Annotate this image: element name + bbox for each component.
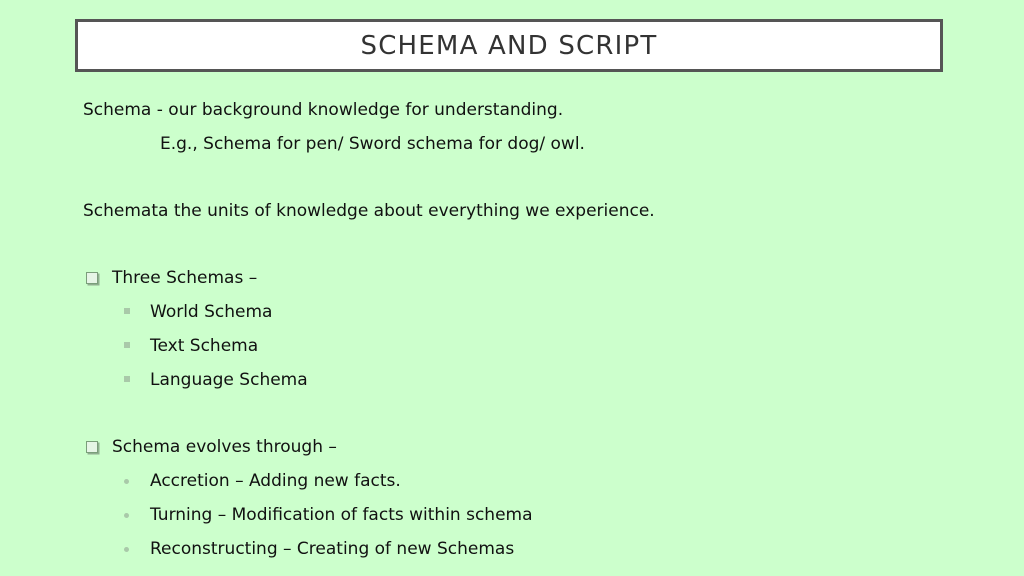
slide-title: SCHEMA AND SCRIPT (360, 30, 658, 61)
three-schemas-heading: Three Schemas – (112, 268, 258, 288)
hollow-square-bullet-icon (86, 441, 98, 453)
small-square-bullet-icon (124, 308, 130, 314)
schema-type-item: World Schema (150, 302, 273, 322)
schema-type-item: Text Schema (150, 336, 259, 356)
evolution-item: Accretion – Adding new facts. (150, 471, 401, 491)
evolution-item: Reconstructing – Creating of new Schemas (150, 539, 515, 559)
dot-bullet-icon (124, 513, 129, 518)
dot-bullet-icon (124, 547, 129, 552)
small-square-bullet-icon (124, 376, 130, 382)
schema-evolves-heading: Schema evolves through – (112, 437, 337, 457)
schema-type-item: Language Schema (150, 370, 308, 390)
schema-example: E.g., Schema for pen/ Sword schema for dog/ owl. (160, 134, 585, 154)
schema-definition: Schema - our background knowledge for understanding. (83, 100, 564, 120)
evolution-item: Turning – Modification of facts within schema (150, 505, 533, 525)
dot-bullet-icon (124, 479, 129, 484)
title-box (75, 19, 943, 72)
small-square-bullet-icon (124, 342, 130, 348)
hollow-square-bullet-icon (86, 272, 98, 284)
schemata-definition: Schemata the units of knowledge about everything we experience. (83, 201, 655, 221)
